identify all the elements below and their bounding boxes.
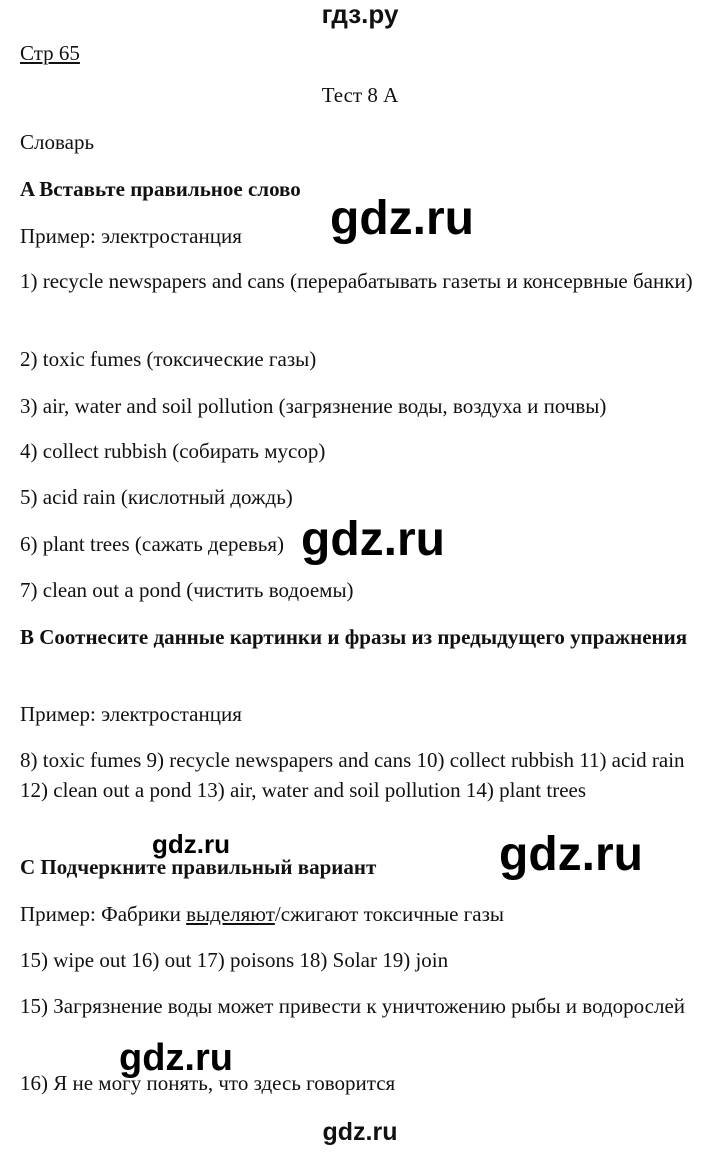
site-header: гдз.ру xyxy=(321,0,399,29)
section-c-item: 16) Я не могу понять, что здесь говорится xyxy=(20,1071,396,1095)
section-a-item: 3) air, water and soil pollution (загрязнение воды, воздуха и почвы) xyxy=(20,394,607,418)
watermark: gdz.ru xyxy=(330,192,474,245)
section-a-item: 1) recycle newspapers and cans (перерабатывать газеты и консервные банки) xyxy=(20,269,693,293)
example-underlined-word: выделяют xyxy=(186,902,275,926)
section-a-item: 4) collect rubbish (собирать мусор) xyxy=(20,439,326,463)
section-label: Словарь xyxy=(20,130,95,154)
section-a-item: 5) acid rain (кислотный дождь) xyxy=(20,485,293,509)
section-b-answers: 8) toxic fumes 9) recycle newspapers and cans 10) collect rubbish 11) acid rain 12) clean out a pond 13) air, water and soil pollution 14) plant trees xyxy=(20,748,685,802)
section-b-heading: B Соотнесите данные картинки и фразы из предыдущего упражнения xyxy=(20,625,688,649)
example-suffix: /сжигают токсичные газы xyxy=(274,902,505,926)
section-c-answers: 15) wipe out 16) out 17) poisons 18) Solar 19) join xyxy=(20,948,449,972)
section-a-item: 6) plant trees (сажать деревья) xyxy=(20,532,285,556)
section-c-heading: C Подчеркните правильный вариант xyxy=(20,855,377,879)
watermark: gdz.ru xyxy=(499,828,643,881)
section-b-example: Пример: электростанция xyxy=(20,702,242,726)
section-c-example xyxy=(20,899,700,929)
section-a-heading: A Вставьте правильное слово xyxy=(20,177,301,201)
watermark: gdz.ru xyxy=(301,513,445,566)
test-title: Тест 8 А xyxy=(321,83,399,107)
example-prefix: Пример: Фабрики xyxy=(20,902,187,926)
watermark: gdz.ru xyxy=(119,1037,233,1079)
section-c-item: 15) Загрязнение воды может привести к уничтожению рыбы и водорослей xyxy=(20,994,686,1018)
watermark-footer: gdz.ru xyxy=(322,1118,398,1146)
watermark: gdz.ru xyxy=(152,829,230,859)
page-reference: Стр 65 xyxy=(20,41,80,65)
section-a-example: Пример: электростанция xyxy=(20,224,242,248)
section-a-item: 2) toxic fumes (токсические газы) xyxy=(20,347,317,371)
section-a-item: 7) clean out a pond (чистить водоемы) xyxy=(20,578,354,602)
